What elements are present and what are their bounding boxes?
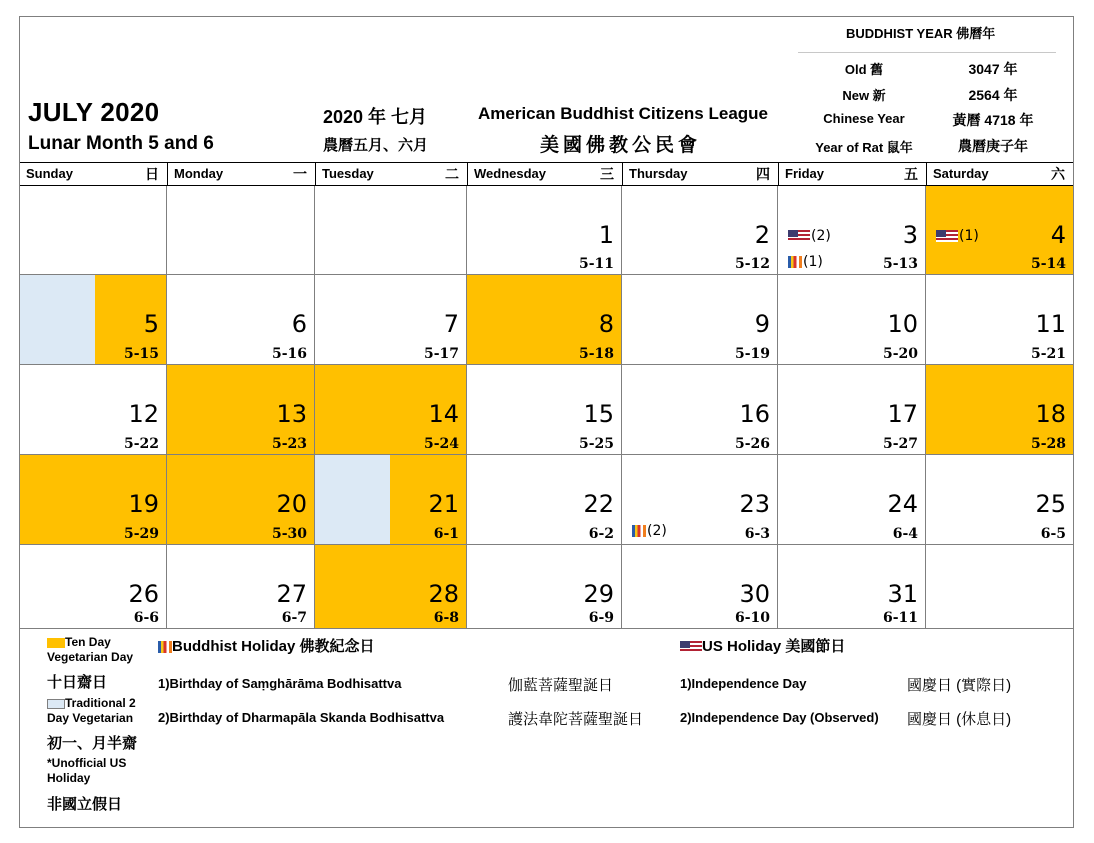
lunar-date: 5-14 xyxy=(1030,256,1066,272)
day-number: 13 xyxy=(276,400,307,428)
lunar-date: 5-15 xyxy=(123,346,159,362)
weekday-header xyxy=(167,163,315,185)
buddhist-flag-icon xyxy=(632,525,646,537)
lunar-date: 6-9 xyxy=(588,610,614,626)
lunar-date: 5-24 xyxy=(423,436,459,452)
buddhist-holiday-item-chinese: 護法韋陀菩薩聖誕日 xyxy=(508,711,644,728)
weekday-name-chinese: 六 xyxy=(1051,166,1065,182)
lunar-month-title: Lunar Month 5 and 6 xyxy=(28,133,214,154)
weekday-name-chinese: 四 xyxy=(756,166,770,182)
day-cell[interactable] xyxy=(167,545,315,629)
day-number: 30 xyxy=(739,580,770,608)
empty-day-cell xyxy=(926,545,1073,629)
lunar-date: 6-7 xyxy=(281,610,307,626)
day-cell[interactable] xyxy=(622,365,778,455)
lunar-date: 5-19 xyxy=(734,346,770,362)
year-value: 2564 年 xyxy=(968,87,1018,103)
us-holiday-marker xyxy=(936,228,979,244)
buddhist-holiday-title: Buddhist Holiday 佛教紀念日 xyxy=(158,635,375,656)
weekday-name: Monday xyxy=(174,166,224,181)
legend-two-day-chinese: 初一、月半齋 xyxy=(47,735,138,752)
buddhist-holiday-marker xyxy=(632,523,667,539)
day-cell[interactable] xyxy=(467,365,622,455)
day-cell[interactable] xyxy=(778,545,926,629)
weekday-name: Saturday xyxy=(933,166,989,181)
day-number: 27 xyxy=(276,580,307,608)
day-cell[interactable] xyxy=(315,365,467,455)
day-cell[interactable] xyxy=(167,365,315,455)
weekday-header xyxy=(467,163,622,185)
day-cell[interactable] xyxy=(778,275,926,365)
us-holiday-item: 2)Independence Day (Observed) xyxy=(680,710,879,725)
day-number: 21 xyxy=(428,490,459,518)
day-cell[interactable] xyxy=(20,545,167,629)
us-holiday-item-chinese: 國慶日 (休息日) xyxy=(907,711,1012,728)
us-holiday-item-chinese: 國慶日 (實際日) xyxy=(907,677,1012,694)
ten-day-swatch xyxy=(47,638,65,648)
us-flag-icon xyxy=(680,641,702,653)
us-holiday-title: US Holiday 美國節日 xyxy=(680,635,845,656)
day-number: 9 xyxy=(754,310,770,338)
lunar-date: 5-27 xyxy=(882,436,918,452)
day-number: 19 xyxy=(128,490,159,518)
weekday-name: Wednesday xyxy=(474,166,547,181)
empty-day-cell xyxy=(315,186,467,275)
day-number: 7 xyxy=(443,310,459,338)
day-cell[interactable] xyxy=(926,186,1073,275)
buddhist-flag-icon xyxy=(158,641,172,653)
day-number: 26 xyxy=(128,580,159,608)
day-cell[interactable] xyxy=(167,275,315,365)
day-number: 4 xyxy=(1050,221,1066,249)
day-number: 6 xyxy=(291,310,307,338)
us-flag-icon xyxy=(788,230,810,242)
organization-name-chinese: 美國佛教公民會 xyxy=(540,135,702,156)
empty-day-cell xyxy=(167,186,315,275)
weekday-header xyxy=(315,163,467,185)
year-label: New 新 xyxy=(842,88,886,103)
day-number: 23 xyxy=(739,490,770,518)
day-number: 25 xyxy=(1035,490,1066,518)
day-cell[interactable] xyxy=(622,186,778,275)
day-number: 2 xyxy=(754,221,770,249)
weekday-name-chinese: 五 xyxy=(904,166,918,182)
legend-two-day: Traditional 2 Day Vegetarian xyxy=(47,696,136,725)
day-cell[interactable] xyxy=(778,365,926,455)
lunar-date: 6-6 xyxy=(133,610,159,626)
day-number: 10 xyxy=(887,310,918,338)
lunar-date: 5-21 xyxy=(1030,346,1066,362)
lunar-date: 5-12 xyxy=(734,256,770,272)
weekday-name-chinese: 三 xyxy=(600,166,614,182)
day-cell[interactable] xyxy=(926,455,1073,545)
weekday-name-chinese: 日 xyxy=(145,166,159,182)
lunar-date: 5-22 xyxy=(123,436,159,452)
buddhist-holiday-item: 2)Birthday of Dharmapāla Skanda Bodhisattva xyxy=(158,710,445,725)
day-cell[interactable] xyxy=(20,455,167,545)
legend-unofficial-chinese: 非國立假日 xyxy=(47,796,123,813)
year-label: Old 舊 xyxy=(844,62,884,77)
day-cell[interactable] xyxy=(20,365,167,455)
day-cell[interactable] xyxy=(315,455,467,545)
lunar-date: 6-4 xyxy=(892,526,918,542)
weekday-name-chinese: 二 xyxy=(445,166,459,182)
day-cell[interactable] xyxy=(315,275,467,365)
day-cell[interactable] xyxy=(467,186,622,275)
lunar-date: 5-18 xyxy=(578,346,614,362)
day-number: 5 xyxy=(143,310,159,338)
weekday-name: Thursday xyxy=(629,166,688,181)
day-cell[interactable] xyxy=(778,186,926,275)
day-number: 24 xyxy=(887,490,918,518)
us-flag-icon xyxy=(936,230,958,242)
lunar-date: 5-11 xyxy=(578,256,614,272)
lunar-date: 6-3 xyxy=(744,526,770,542)
lunar-date: 5-20 xyxy=(882,346,918,362)
two-day-vegetarian-marker xyxy=(315,455,390,544)
lunar-date: 5-29 xyxy=(123,526,159,542)
day-cell[interactable] xyxy=(167,455,315,545)
weekday-name: Sunday xyxy=(26,166,73,181)
day-cell[interactable] xyxy=(622,275,778,365)
weekday-header xyxy=(926,163,1073,185)
day-cell[interactable] xyxy=(926,275,1073,365)
year-label: Year of Rat 鼠年 xyxy=(815,140,913,155)
day-number: 8 xyxy=(598,310,614,338)
weekday-name-chinese: 一 xyxy=(293,166,307,182)
chinese-month-title: 2020 年 七月 xyxy=(323,107,428,127)
buddhist-holiday-ref: (2) xyxy=(647,523,667,539)
day-number: 3 xyxy=(902,221,918,249)
day-number: 1 xyxy=(598,221,614,249)
year-value: 3047 年 xyxy=(968,61,1018,77)
day-number: 16 xyxy=(739,400,770,428)
buddhist-flag-icon xyxy=(788,256,802,268)
weekday-header xyxy=(20,163,167,185)
chinese-lunar-title: 農曆五月、六月 xyxy=(323,137,429,154)
legend-ten-day: Ten Day Vegetarian Day xyxy=(47,635,134,664)
day-number: 11 xyxy=(1035,310,1066,338)
calendar-page xyxy=(19,16,1074,828)
day-cell[interactable] xyxy=(315,545,467,629)
legend-ten-day-chinese: 十日齋日 xyxy=(47,674,108,691)
day-number: 29 xyxy=(583,580,614,608)
day-cell[interactable] xyxy=(467,545,622,629)
day-number: 20 xyxy=(276,490,307,518)
year-value: 農曆庚子年 xyxy=(958,138,1028,154)
two-day-swatch xyxy=(47,699,65,709)
lunar-date: 5-13 xyxy=(882,256,918,272)
weekday-name: Tuesday xyxy=(322,166,374,181)
weekday-header xyxy=(622,163,778,185)
day-number: 12 xyxy=(128,400,159,428)
weekday-header-row xyxy=(20,162,1073,186)
us-holiday-ref: (2) xyxy=(811,228,831,244)
lunar-date: 5-30 xyxy=(271,526,307,542)
us-holiday-marker xyxy=(788,228,831,244)
day-cell[interactable] xyxy=(467,275,622,365)
day-cell[interactable] xyxy=(622,545,778,629)
day-cell[interactable] xyxy=(467,455,622,545)
day-number: 31 xyxy=(887,580,918,608)
lunar-date: 5-17 xyxy=(423,346,459,362)
lunar-date: 6-5 xyxy=(1040,526,1066,542)
day-cell[interactable] xyxy=(778,455,926,545)
day-number: 14 xyxy=(428,400,459,428)
two-day-vegetarian-marker xyxy=(20,275,95,364)
lunar-date: 5-26 xyxy=(734,436,770,452)
buddhist-holiday-item: 1)Birthday of Saṃghārāma Bodhisattva xyxy=(158,676,402,691)
lunar-date: 5-23 xyxy=(271,436,307,452)
lunar-date: 6-11 xyxy=(882,610,918,626)
month-title: JULY 2020 xyxy=(28,97,160,127)
year-value: 黃曆 4718 年 xyxy=(952,112,1034,128)
lunar-date: 6-10 xyxy=(734,610,770,626)
day-cell[interactable] xyxy=(20,275,167,365)
lunar-date: 5-25 xyxy=(578,436,614,452)
day-number: 15 xyxy=(583,400,614,428)
buddhist-year-heading: BUDDHIST YEAR 佛曆年 xyxy=(846,26,996,41)
header-divider xyxy=(798,52,1056,53)
organization-name: American Buddhist Citizens League xyxy=(478,104,768,123)
buddhist-holiday-ref: (1) xyxy=(803,254,823,270)
year-label: Chinese Year xyxy=(823,111,905,126)
lunar-date: 5-16 xyxy=(271,346,307,362)
legend-unofficial: *Unofficial US Holiday xyxy=(47,756,127,785)
lunar-date: 5-28 xyxy=(1030,436,1066,452)
day-number: 28 xyxy=(428,580,459,608)
weekday-header xyxy=(778,163,926,185)
day-number: 17 xyxy=(887,400,918,428)
buddhist-holiday-marker xyxy=(788,254,823,270)
us-holiday-item: 1)Independence Day xyxy=(680,676,807,691)
us-holiday-ref: (1) xyxy=(959,228,979,244)
day-number: 18 xyxy=(1035,400,1066,428)
day-cell[interactable] xyxy=(926,365,1073,455)
weekday-name: Friday xyxy=(785,166,825,181)
empty-day-cell xyxy=(20,186,167,275)
day-cell[interactable] xyxy=(622,455,778,545)
lunar-date: 6-1 xyxy=(433,526,459,542)
lunar-date: 6-2 xyxy=(588,526,614,542)
buddhist-holiday-item-chinese: 伽藍菩薩聖誕日 xyxy=(508,677,614,694)
day-number: 22 xyxy=(583,490,614,518)
lunar-date: 6-8 xyxy=(433,610,459,626)
